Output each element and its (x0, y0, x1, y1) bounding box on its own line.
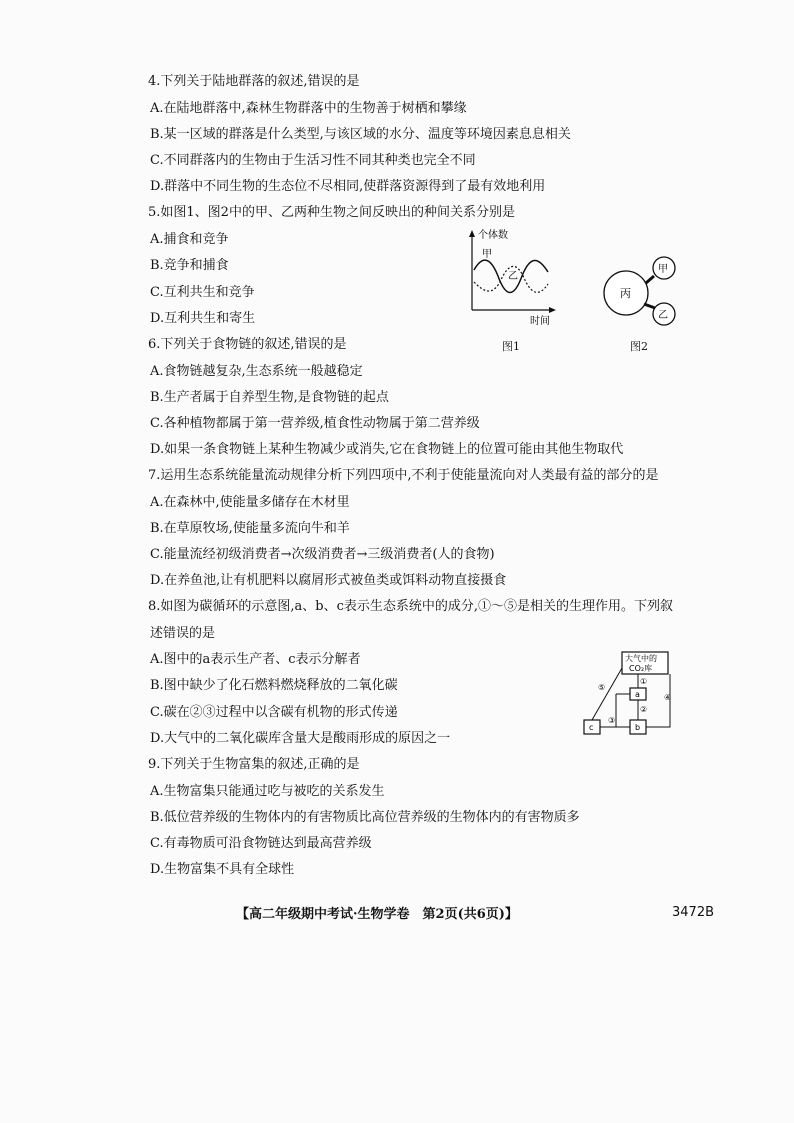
question-8-option-c: C.碳在②③过程中以含碳有机物的形式传递 (150, 705, 398, 720)
question-9-stem: 9.下列关于生物富集的叙述,正确的是 (148, 757, 360, 772)
question-4-option-b: B.某一区域的群落是什么类型,与该区域的水分、温度等环境因素息息相关 (150, 127, 571, 142)
question-4-stem: 4.下列关于陆地群落的叙述,错误的是 (148, 74, 360, 89)
atmosphere-co2-line1: 大气中的 (625, 654, 657, 663)
question-9-option-b: B.低位营养级的生物体内的有害物质比高位营养级的生物体内的有害物质多 (150, 810, 580, 825)
question-6-stem: 6.下列关于食物链的叙述,错误的是 (148, 337, 347, 352)
process-2-label: ② (640, 705, 648, 714)
figure-1-x-axis-label: 时间 (530, 316, 550, 326)
question-8-stem-continued: 述错误的是 (150, 626, 216, 641)
question-5-option-a: A.捕食和竞争 (150, 232, 229, 247)
figure-2-circle-diagram (598, 252, 683, 332)
question-9-option-c: C.有毒物质可沿食物链达到最高营养级 (150, 836, 372, 851)
component-c-label: c (589, 723, 594, 732)
question-5-option-c: C.互利共生和竞争 (150, 285, 255, 300)
figure-2-node-2-label: 乙 (658, 310, 668, 321)
question-5-option-b: B.竞争和捕食 (150, 258, 229, 273)
question-7-option-d: D.在养鱼池,让有机肥料以腐屑形式被鱼类或饵料动物直接摄食 (150, 573, 507, 588)
page-footer: 【高二年级期中考试·生物学卷 第2页(共6页)】 (236, 907, 518, 922)
question-8-option-b: B.图中缺少了化石燃料燃烧释放的二氧化碳 (150, 678, 398, 693)
question-8-option-a: A.图中的a表示生产者、c表示分解者 (150, 652, 361, 667)
figure-1-population-graph (460, 226, 560, 326)
figure-2-node-1-label: 甲 (658, 264, 668, 275)
question-4-option-a: A.在陆地群落中,森林生物群落中的生物善于树栖和攀缘 (150, 101, 467, 116)
figure-1-caption: 图1 (502, 340, 520, 353)
question-9-option-d: D.生物富集不具有全球性 (150, 862, 295, 877)
carbon-cycle-diagram (580, 648, 690, 740)
process-1-label: ① (640, 677, 648, 686)
question-6-option-b: B.生产者属于自养型生物,是食物链的起点 (150, 390, 389, 405)
figure-2-caption: 图2 (630, 340, 648, 353)
question-8-option-d: D.大气中的二氧化碳库含量大是酸雨形成的原因之一 (150, 731, 451, 746)
question-6-option-c: C.各种植物都属于第一营养级,植食性动物属于第二营养级 (150, 416, 480, 431)
figure-1-series-a-label: 甲 (482, 249, 492, 260)
question-8-stem: 8.如图为碳循环的示意图,a、b、c表示生态系统中的成分,①～⑤是相关的生理作用。下列叙 (148, 599, 674, 614)
question-7-stem: 7.运用生态系统能量流动规律分析下列四项中,不利于使能量流向对人类最有益的部分的是 (148, 468, 659, 483)
component-a-label: a (635, 690, 640, 699)
process-3-label: ③ (608, 716, 616, 725)
question-5-stem: 5.如图1、图2中的甲、乙两种生物之间反映出的种间关系分别是 (148, 205, 515, 220)
question-9-option-a: A.生物富集只能通过吃与被吃的关系发生 (150, 784, 385, 799)
question-7-option-a: A.在森林中,使能量多储存在木材里 (150, 495, 350, 510)
question-6-option-a: A.食物链越复杂,生态系统一般越稳定 (150, 364, 363, 379)
question-6-option-d: D.如果一条食物链上某种生物减少或消失,它在食物链上的位置可能由其他生物取代 (150, 442, 624, 457)
question-7-option-b: B.在草原牧场,使能量多流向牛和羊 (150, 521, 350, 536)
figure-1-y-axis-label: 个体数 (478, 230, 508, 241)
process-5-label: ⑤ (598, 683, 606, 692)
process-4-label: ④ (664, 693, 672, 702)
figure-1-series-b-label: 乙 (508, 271, 518, 282)
component-b-label: b (635, 723, 641, 732)
question-4-option-d: D.群落中不同生物的生态位不尽相同,使群落资源得到了最有效地利用 (150, 179, 546, 194)
figure-2-center-label: 丙 (620, 287, 631, 300)
question-4-option-c: C.不同群落内的生物由于生活习性不同其种类也完全不同 (150, 153, 476, 168)
question-5-option-d: D.互利共生和寄生 (150, 311, 256, 326)
atmosphere-co2-line2: CO₂库 (629, 664, 653, 673)
question-7-option-c: C.能量流经初级消费者→次级消费者→三级消费者(人的食物) (150, 547, 495, 562)
exam-code: 3472B (672, 905, 715, 920)
